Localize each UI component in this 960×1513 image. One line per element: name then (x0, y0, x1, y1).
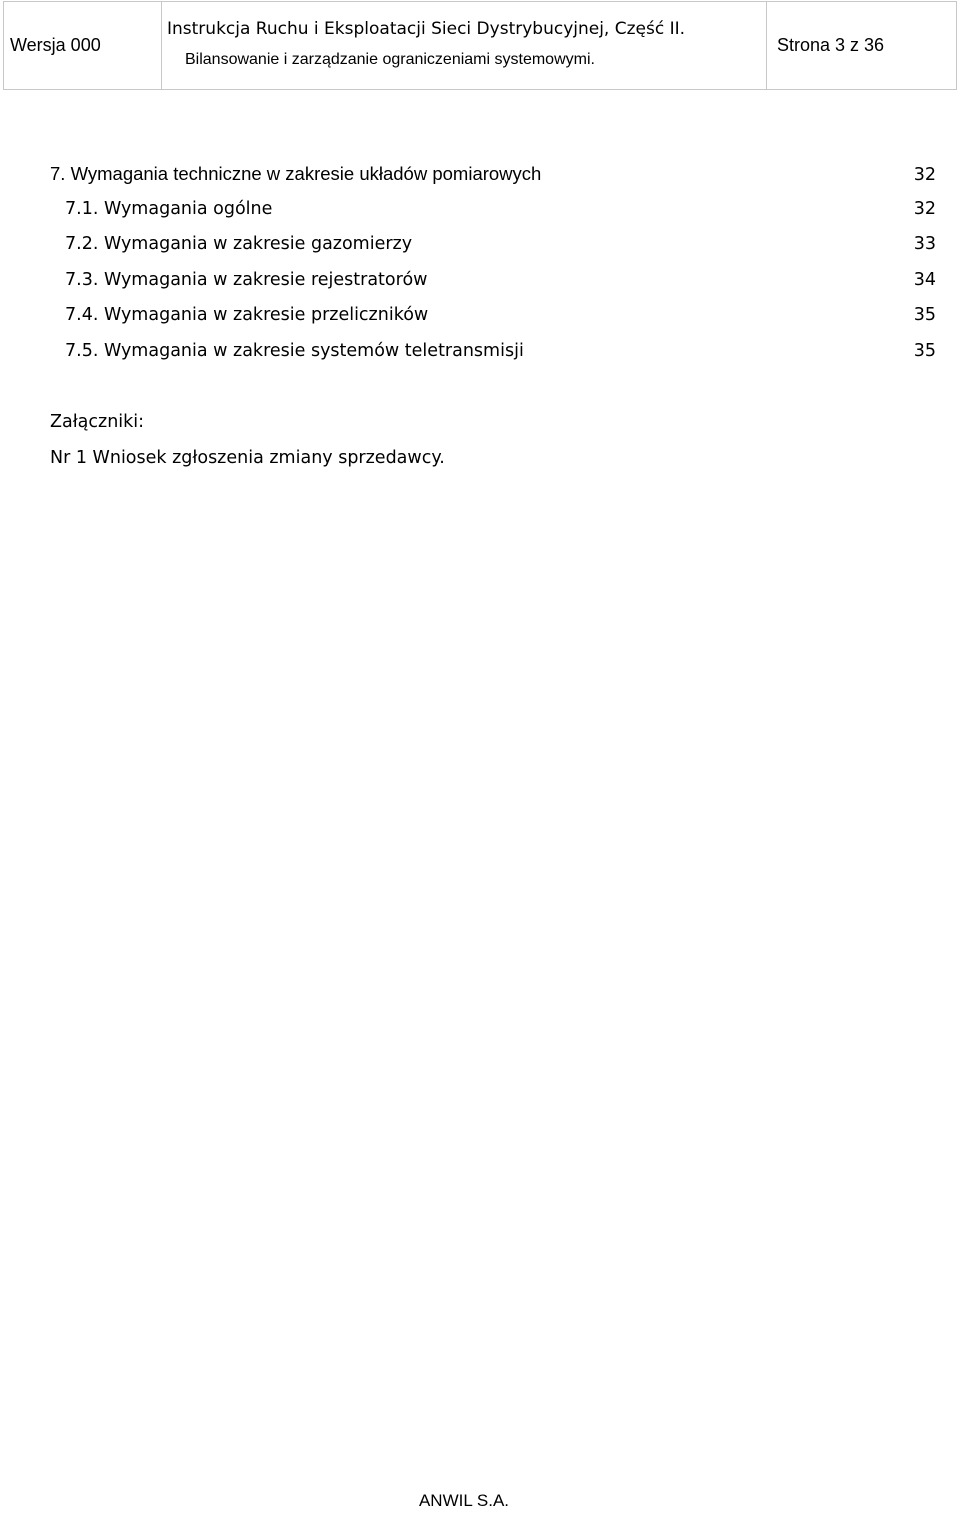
toc-entry-page: 35 (913, 340, 936, 361)
toc-entry-label: 7.1. Wymagania ogólne (65, 198, 273, 219)
toc-entry-page: 33 (913, 234, 936, 255)
title-cell (162, 2, 767, 89)
toc-entry-page: 32 (913, 165, 936, 185)
page-number-cell (767, 2, 956, 89)
toc-entry[interactable] (50, 341, 936, 377)
toc-entry-label: 7. Wymagania techniczne w zakresie układów pomiarowych (50, 163, 542, 184)
table-of-contents (50, 163, 936, 377)
toc-entry[interactable] (50, 234, 936, 270)
page-number: Strona 3 z 36 (777, 35, 885, 55)
toc-entry[interactable] (50, 163, 936, 199)
page-header (3, 1, 957, 90)
toc-entry[interactable] (50, 199, 936, 235)
attachments-heading: Załączniki: (50, 412, 145, 432)
document-subtitle: Bilansowanie i zarządzanie ograniczeniami systemowymi. (185, 50, 595, 68)
toc-entry-page: 34 (913, 269, 936, 290)
version-label: Wersja 000 (10, 35, 101, 55)
toc-entry[interactable] (50, 305, 936, 341)
document-title: Instrukcja Ruchu i Eksploatacji Sieci Dystrybucyjnej, Część II. (167, 18, 686, 39)
toc-entry-label: 7.3. Wymagania w zakresie rejestratorów (65, 269, 428, 290)
attachment-item: Nr 1 Wniosek zgłoszenia zmiany sprzedawcy. (50, 448, 445, 468)
toc-entry-label: 7.2. Wymagania w zakresie gazomierzy (65, 234, 413, 255)
toc-entry-label: 7.5. Wymagania w zakresie systemów teletransmisji (65, 340, 524, 361)
toc-entry-page: 32 (913, 198, 936, 219)
toc-entry-label: 7.4. Wymagania w zakresie przeliczników (65, 305, 429, 326)
page-footer: ANWIL S.A. (418, 1491, 510, 1510)
version-cell (4, 2, 162, 89)
attachments-section (50, 412, 445, 484)
toc-entry[interactable] (50, 270, 936, 306)
toc-entry-page: 35 (913, 305, 936, 326)
